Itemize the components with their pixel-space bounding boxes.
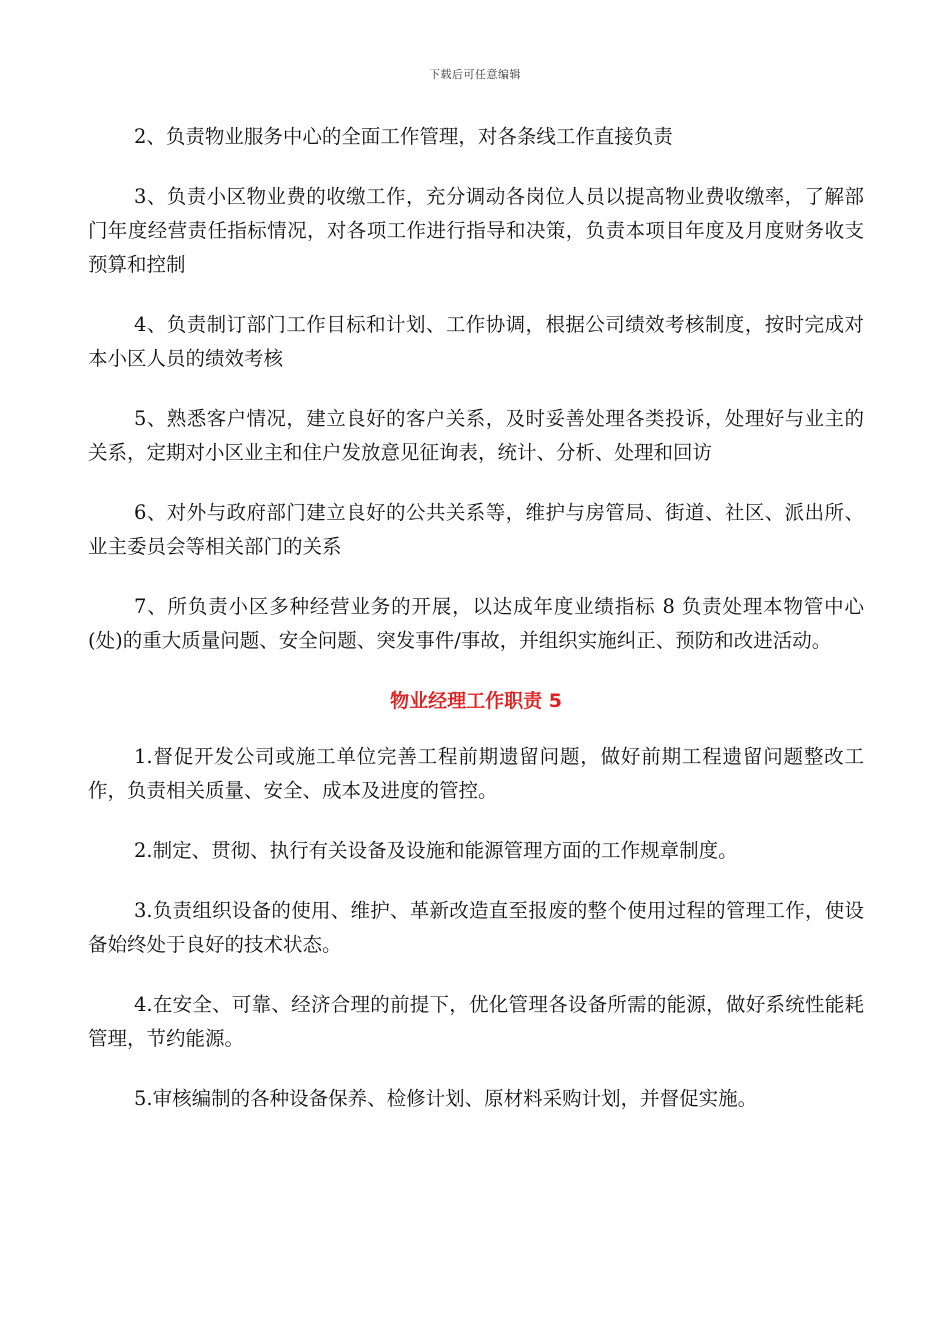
document-body (88, 120, 864, 1142)
duty-item-2: 2、负责物业服务中心的全面工作管理，对各条线工作直接负责 (134, 125, 673, 148)
page-header: 下载后可任意编辑 (429, 68, 521, 81)
section5-item-3: 3.负责组织设备的使用、维护、革新改造直至报废的整个使用过程的管理工作，使设备始终处于良好的技术状态。 (88, 899, 864, 956)
duty-item-7: 7、所负责小区多种经营业务的开展，以达成年度业绩指标 8 负责处理本物管中心(处)的重大质量问题、安全问题、突发事件/事故，并组织实施纠正、预防和改进活动。 (88, 595, 864, 652)
section5-item-5: 5.审核编制的各种设备保养、检修计划、原材料采购计划，并督促实施。 (134, 1087, 758, 1110)
duties-list-part1 (88, 120, 864, 658)
duty-item-3: 3、负责小区物业费的收缴工作，充分调动各岗位人员以提高物业费收缴率，了解部门年度经营责任指标情况，对各项工作进行指导和决策，负责本项目年度及月度财务收支预算和控制 (88, 185, 864, 276)
section-title: 物业经理工作职责 5 (390, 690, 562, 712)
duty-item-4: 4、负责制订部门工作目标和计划、工作协调，根据公司绩效考核制度，按时完成对本小区人员的绩效考核 (88, 313, 864, 370)
section5-item-1: 1.督促开发公司或施工单位完善工程前期遗留问题，做好前期工程遗留问题整改工作，负责相关质量、安全、成本及进度的管控。 (88, 745, 864, 802)
duty-item-6: 6、对外与政府部门建立良好的公共关系等，维护与房管局、街道、社区、派出所、业主委员会等相关部门的关系 (88, 501, 864, 558)
duty-item-5: 5、熟悉客户情况，建立良好的客户关系，及时妥善处理各类投诉，处理好与业主的关系，定期对小区业主和住户发放意见征询表，统计、分析、处理和回访 (88, 407, 864, 464)
section5-item-4: 4.在安全、可靠、经济合理的前提下，优化管理各设备所需的能源，做好系统性能耗管理，节约能源。 (88, 993, 864, 1050)
section5-item-2: 2.制定、贯彻、执行有关设备及设施和能源管理方面的工作规章制度。 (134, 839, 738, 862)
duties-list-section5 (88, 740, 864, 1116)
